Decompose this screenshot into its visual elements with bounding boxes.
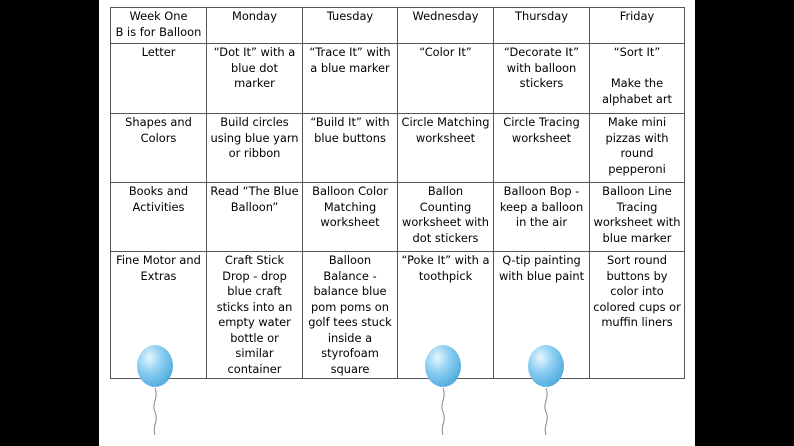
- plan-cell: “Trace It” with a blue marker: [303, 44, 398, 114]
- balloon-icon: [423, 344, 463, 436]
- weekly-plan-table: [110, 7, 685, 379]
- header-row: [111, 8, 685, 44]
- balloon-icon: [526, 344, 566, 436]
- day-header-monday: Monday: [207, 8, 303, 44]
- plan-cell: Balloon Balance - balance blue pom poms on golf tees stuck inside a styrofoam square: [303, 252, 398, 379]
- plan-cell: Balloon Bop - keep a balloon in the air: [494, 183, 590, 252]
- plan-cell: Balloon Color Matching worksheet: [303, 183, 398, 252]
- plan-cell: Q-tip painting with blue paint: [494, 252, 590, 379]
- plan-cell: Balloon Line Tracing worksheet with blue marker: [590, 183, 685, 252]
- corner-cell: [111, 8, 207, 44]
- row-fine-motor: [111, 252, 685, 379]
- plan-cell: Build circles using blue yarn or ribbon: [207, 114, 303, 183]
- plan-cell: Make mini pizzas with round pepperoni: [590, 114, 685, 183]
- balloon-icon: [135, 344, 175, 436]
- plan-cell: “Color It”: [398, 44, 494, 114]
- row-label: Fine Motor and Extras: [111, 252, 207, 379]
- plan-cell: “Sort It” Make the alphabet art: [590, 44, 685, 114]
- row-label: Shapes and Colors: [111, 114, 207, 183]
- plan-cell: Ballon Counting worksheet with dot stickers: [398, 183, 494, 252]
- theme-title: B is for Balloon: [115, 24, 202, 39]
- row-shapes-colors: [111, 114, 685, 183]
- plan-cell: Sort round buttons by color into colored cups or muffin liners: [590, 252, 685, 379]
- day-header-thursday: Thursday: [494, 8, 590, 44]
- row-books-activities: [111, 183, 685, 252]
- day-header-wednesday: Wednesday: [398, 8, 494, 44]
- plan-cell: “Poke It” with a toothpick: [398, 252, 494, 379]
- week-title: Week One: [129, 9, 188, 23]
- row-label: Books and Activities: [111, 183, 207, 252]
- row-label: Letter: [111, 44, 207, 114]
- plan-cell: Read “The Blue Balloon”: [207, 183, 303, 252]
- plan-cell: “Dot It” with a blue dot marker: [207, 44, 303, 114]
- plan-cell: Craft Stick Drop - drop blue craft sticks into an empty water bottle or similar container: [207, 252, 303, 379]
- row-letter: [111, 44, 685, 114]
- lesson-plan-page: [99, 0, 695, 446]
- plan-cell: “Decorate It” with balloon stickers: [494, 44, 590, 114]
- plan-cell: “Build It” with blue buttons: [303, 114, 398, 183]
- plan-cell: Circle Matching worksheet: [398, 114, 494, 183]
- plan-cell: Circle Tracing worksheet: [494, 114, 590, 183]
- day-header-tuesday: Tuesday: [303, 8, 398, 44]
- day-header-friday: Friday: [590, 8, 685, 44]
